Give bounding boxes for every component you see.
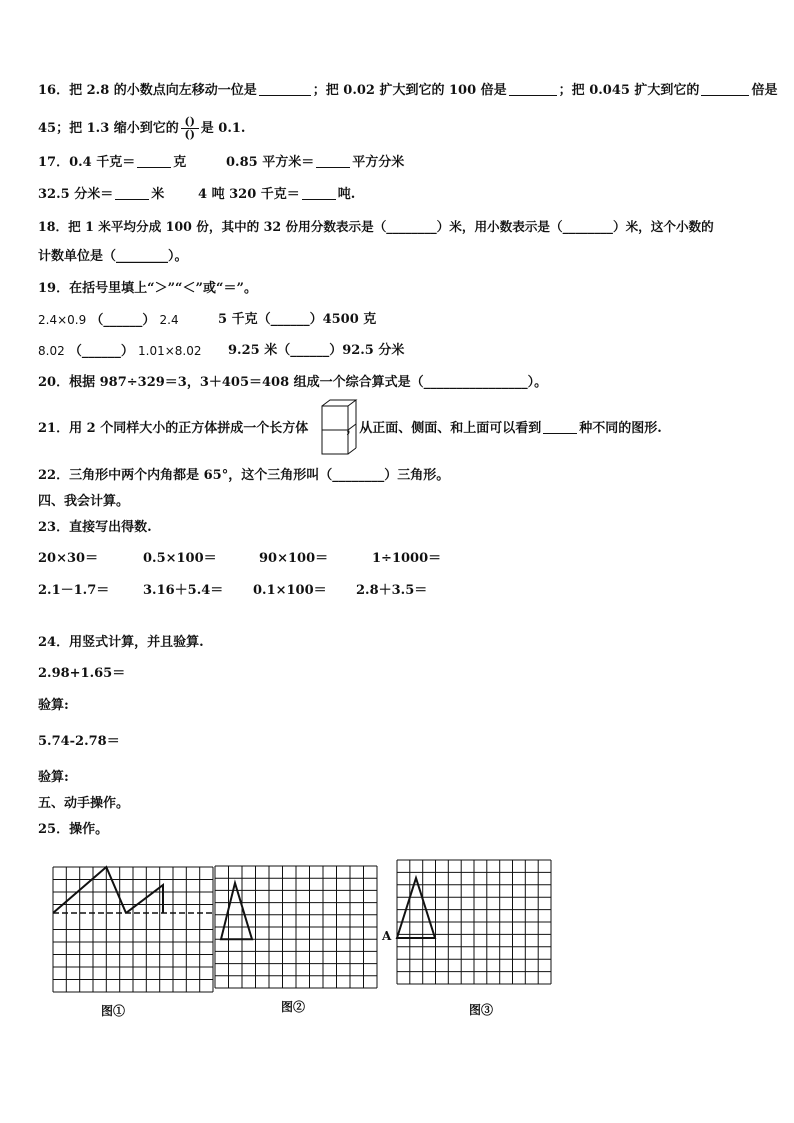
answer-blank[interactable] xyxy=(701,83,749,96)
grid-figure-1 xyxy=(53,867,213,992)
q23-r1-c2: 0.5×100＝ xyxy=(143,551,217,566)
q25-title: 25．操作。 xyxy=(38,822,109,837)
q17-row1: 17．0.4 千克＝ 克 xyxy=(38,155,187,170)
q23-r2-c1: 2.1－1.7＝ xyxy=(38,583,110,598)
q19-row1-a: 2.4×0.9 （______） 2.4 xyxy=(38,313,179,328)
answer-blank[interactable] xyxy=(509,83,557,96)
q17-row1-b: 0.85 平方米＝ 平方分米 xyxy=(226,155,405,170)
q22: 22．三角形中两个内角都是 65°，这个三角形叫（________）三角形。 xyxy=(38,468,450,483)
figure-3-caption: 图③ xyxy=(469,1003,494,1017)
section-5-heading: 五、动手操作。 xyxy=(38,796,130,811)
point-a-label: A xyxy=(382,929,392,943)
q23-r1-c3: 90×100＝ xyxy=(259,551,329,566)
grid-figure-2 xyxy=(215,866,377,988)
q20: 20．根据 987÷329＝3，3＋405＝408 组成一个综合算式是（________________）。 xyxy=(38,375,548,390)
q18-line2: 计数单位是（________）。 xyxy=(38,249,188,264)
answer-blank[interactable] xyxy=(316,155,350,168)
q19-row1-b: 5 千克（______）4500 克 xyxy=(218,312,377,327)
section-4-heading: 四、我会计算。 xyxy=(38,494,130,509)
q16-line2: 45；把 1.3 缩小到它的 $\frac{()}{()}$ 是 0.1. xyxy=(38,115,246,141)
grid-figure-3 xyxy=(397,860,551,984)
q24-check2: 验算: xyxy=(38,770,69,785)
figure-1-caption: 图① xyxy=(101,1004,126,1018)
q17-row2: 32.5 分米＝ 米 xyxy=(38,187,165,202)
answer-blank[interactable] xyxy=(137,155,171,168)
q23-r1-c1: 20×30＝ xyxy=(38,551,99,566)
q23-title: 23．直接写出得数. xyxy=(38,520,152,535)
q23-r2-c4: 2.8＋3.5＝ xyxy=(356,583,428,598)
answer-blank[interactable] xyxy=(259,83,311,96)
q23-r2-c2: 3.16＋5.4＝ xyxy=(143,583,224,598)
q24-title: 24．用竖式计算，并且验算. xyxy=(38,635,204,650)
q18-line1: 18．把 1 米平均分成 100 份，其中的 32 份用分数表示是（________）米，用小数表示是（________）米，这个小数的 xyxy=(38,219,714,234)
q23-r1-c4: 1÷1000＝ xyxy=(372,551,442,566)
q19-row2-a: 8.02 （______） 1.01×8.02 xyxy=(38,344,202,359)
q17-row2-b: 4 吨 320 千克＝ 吨. xyxy=(198,187,356,202)
q24-expr2: 5.74-2.78＝ xyxy=(38,734,120,749)
q21: 21．用 2 个同样大小的正方体拼成一个长方体 ，从正面、侧面、和上面可以看到 种不同的图形. xyxy=(38,421,662,436)
answer-blank[interactable] xyxy=(115,187,149,200)
answer-blank[interactable] xyxy=(543,421,577,434)
q19-row2-b: 9.25 米（______）92.5 分米 xyxy=(228,343,405,358)
compare-blank[interactable]: （______） xyxy=(90,313,156,328)
q19-title: 19．在括号里填上“＞”“＜”或“＝”。 xyxy=(38,281,257,296)
q23-r2-c3: 0.1×100＝ xyxy=(253,583,327,598)
figure-2-caption: 图② xyxy=(281,1000,306,1014)
compare-blank[interactable]: （______） xyxy=(68,344,134,359)
q24-check1: 验算: xyxy=(38,698,69,713)
fraction-blank[interactable]: $\frac{()}{()}$ xyxy=(181,116,199,141)
answer-blank[interactable] xyxy=(302,187,336,200)
q16-line1: 16．把 2.8 的小数点向左移动一位是 ；把 0.02 扩大到它的 100 倍是 ；把 0.045 扩大到它的 倍是 xyxy=(38,83,778,98)
q24-expr1: 2.98+1.65＝ xyxy=(38,666,126,681)
cuboid-figure xyxy=(320,398,358,456)
